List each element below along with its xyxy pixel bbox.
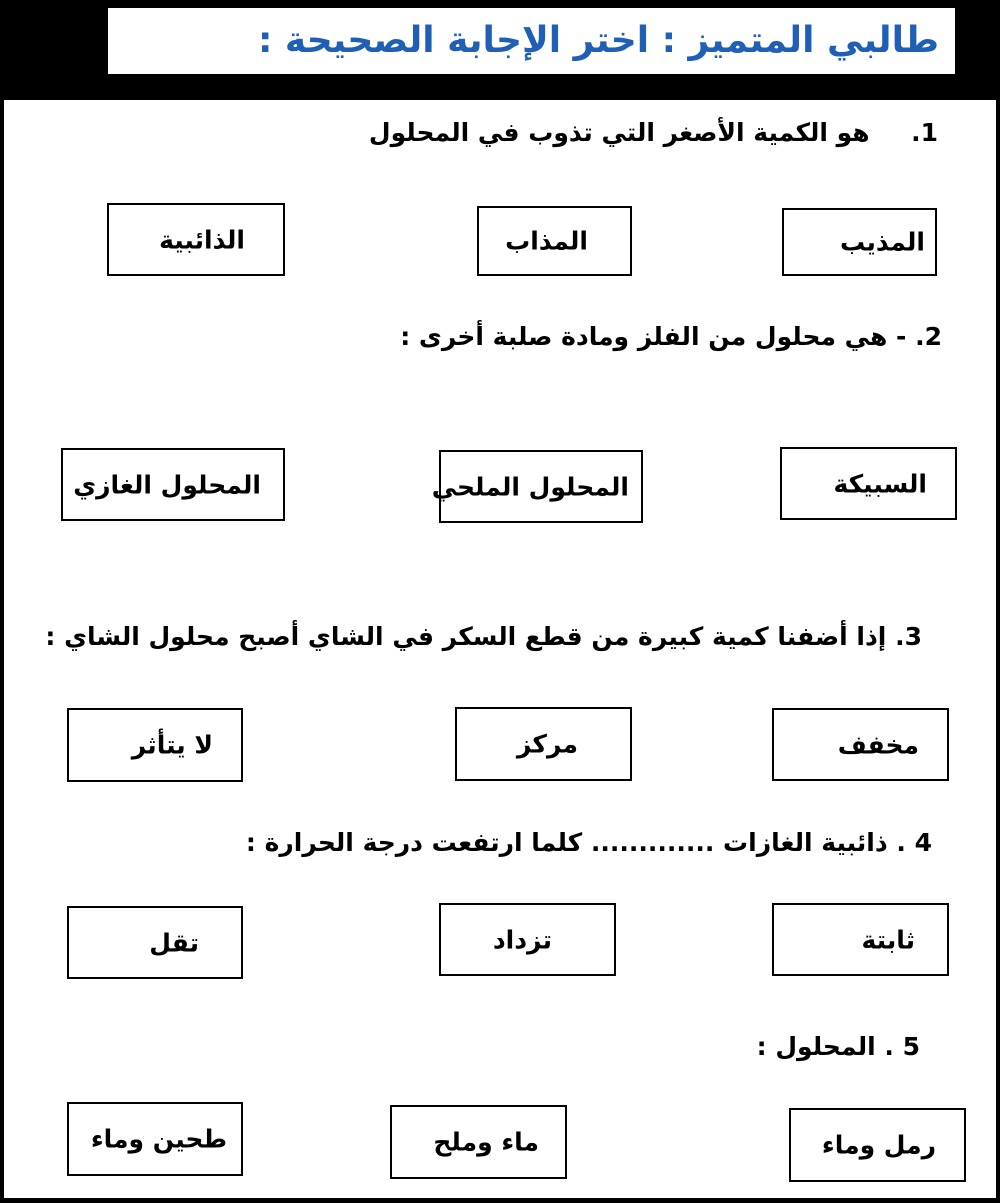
question-5-number: 5 . — [884, 1032, 920, 1061]
q3-option-3[interactable]: لا يتأثر — [67, 708, 243, 782]
question-5 — [757, 1032, 920, 1061]
q5-option-2[interactable]: ماء وملح — [390, 1105, 567, 1179]
header-band — [0, 0, 1000, 100]
question-4-number: 4 . — [896, 828, 932, 857]
question-2-number: 2. — [915, 322, 942, 351]
question-1-number: 1. — [911, 118, 938, 147]
question-1-text: هو الكمية الأصغر التي تذوب في المحلول — [368, 118, 870, 147]
question-1 — [369, 118, 938, 147]
q3-option-1[interactable]: مخفف — [772, 708, 949, 781]
question-3 — [45, 622, 922, 651]
question-4-text: ذائبية الغازات ............. كلما ارتفعت درجة الحرارة : — [245, 828, 888, 857]
question-4 — [246, 828, 932, 857]
q1-option-2[interactable]: المذاب — [477, 206, 632, 276]
q1-option-1[interactable]: المذيب — [782, 208, 937, 276]
q2-option-2[interactable]: المحلول الملحي — [439, 450, 643, 523]
q3-option-2[interactable]: مركز — [455, 707, 632, 781]
q4-option-1[interactable]: ثابتة — [772, 903, 949, 976]
question-2-text: - هي محلول من الفلز ومادة صلبة أخرى : — [400, 322, 907, 351]
question-5-text: المحلول : — [756, 1032, 876, 1061]
q5-option-3[interactable]: طحين وماء — [67, 1102, 243, 1176]
q2-option-1[interactable]: السبيكة — [780, 447, 957, 520]
question-3-text: إذا أضفنا كمية كبيرة من قطع السكر في الشاي أصبح محلول الشاي : — [45, 622, 887, 651]
title-box — [108, 8, 955, 74]
q2-option-3[interactable]: المحلول الغازي — [61, 448, 285, 521]
q4-option-3[interactable]: تقل — [67, 906, 243, 979]
q5-option-1[interactable]: رمل وماء — [789, 1108, 966, 1182]
q1-option-3[interactable]: الذائبية — [107, 203, 285, 276]
q4-option-2[interactable]: تزداد — [439, 903, 616, 976]
question-3-number: 3. — [895, 622, 922, 651]
question-2 — [400, 322, 942, 351]
page-title: طالبي المتميز : اختر الإجابة الصحيحة : — [257, 20, 939, 61]
